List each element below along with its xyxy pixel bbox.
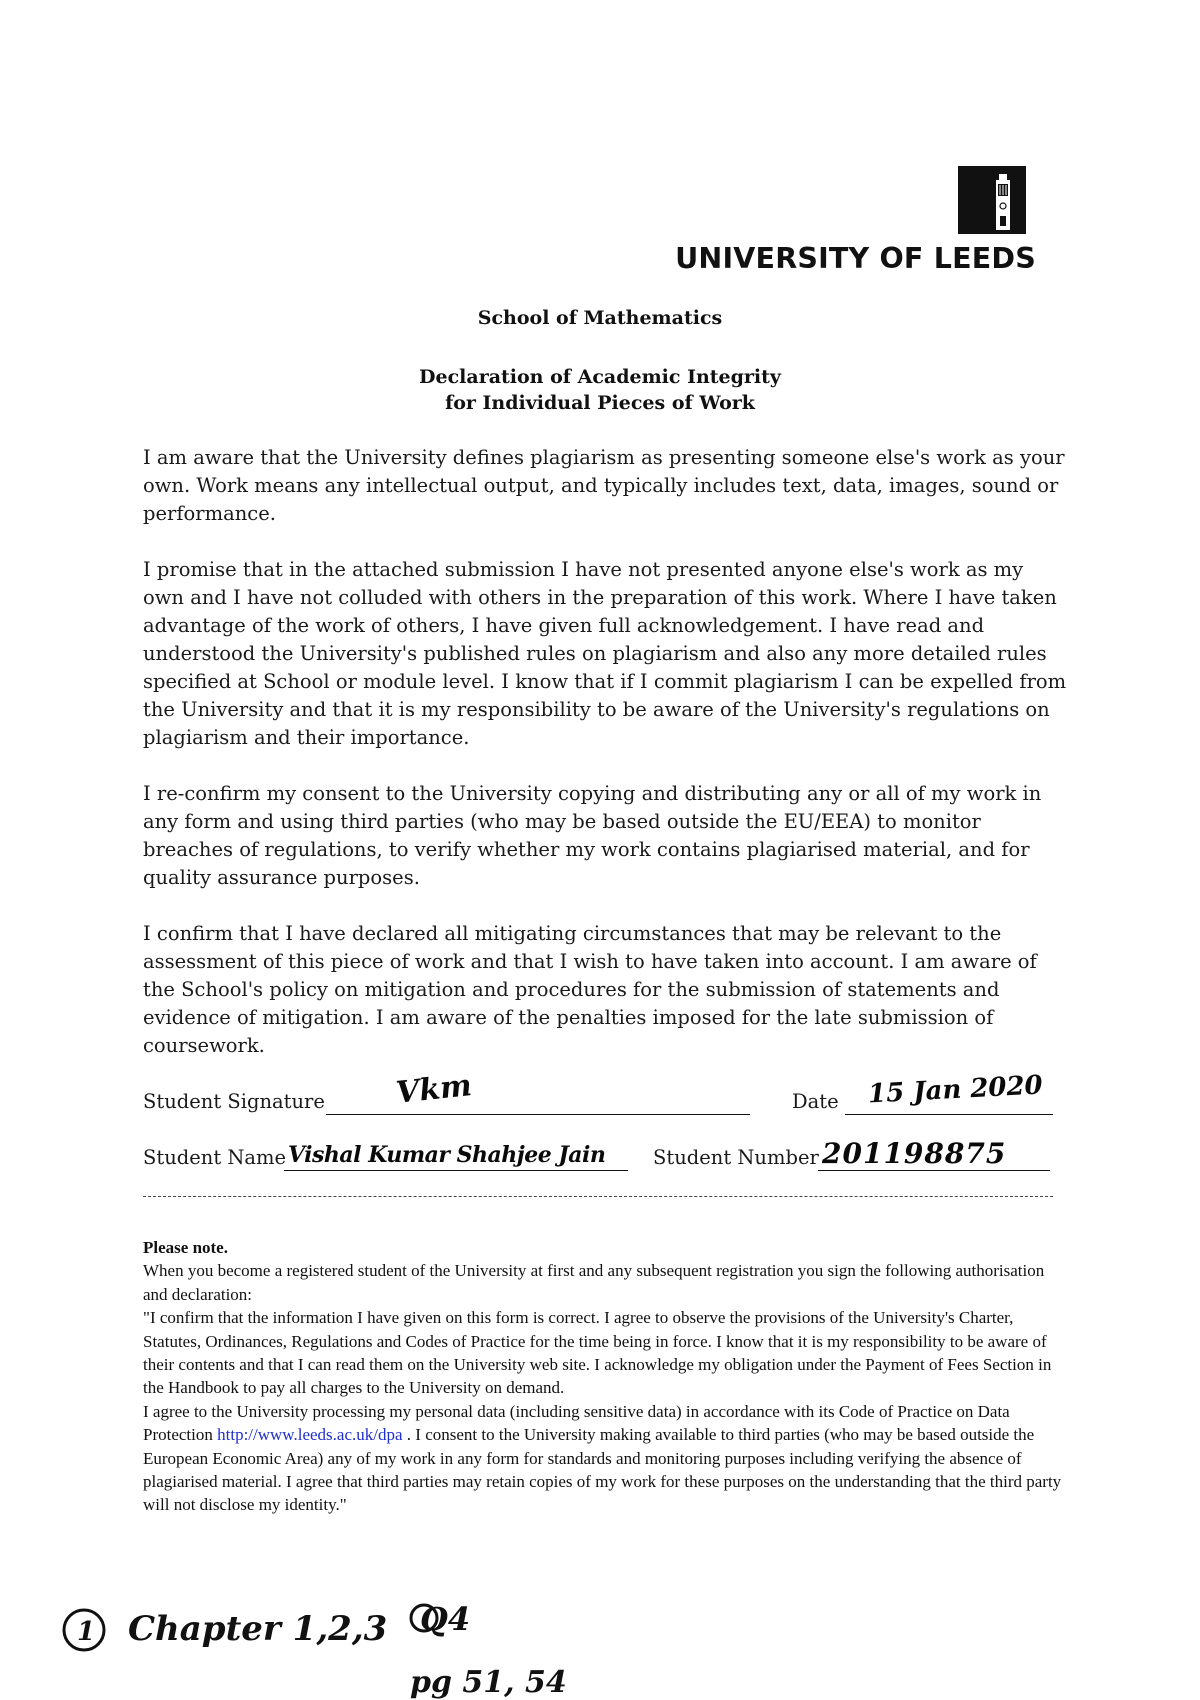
please-note-title: Please note. <box>143 1238 228 1257</box>
student-number-line <box>818 1170 1050 1171</box>
student-name-field[interactable]: Vishal Kumar Shahjee Jain <box>288 1142 606 1168</box>
signature-field[interactable]: Vkm <box>394 1068 474 1111</box>
quote-2-start: I agree to the University processing my personal data (including sensitive data) in accordance with its Code of Practice on Data Protection <box>143 1401 1010 1445</box>
declaration-title-line2: for Individual Pieces of Work <box>445 392 755 414</box>
student-name-line <box>284 1170 628 1171</box>
svg-text:1: 1 <box>77 1617 96 1647</box>
dashed-divider <box>143 1196 1053 1197</box>
quote-2-end: . I consent to the University making available to third parties (who may be based outside the European Economic Area) any of my work in any form for standards and monitoring purposes including verifying the absence of plagiarised material. I agree that third parties may retain copies of my work for these purposes on the understanding that the third party will not disclose my identity." <box>143 1425 1062 1515</box>
date-field[interactable]: 15 Jan 2020 <box>867 1070 1044 1110</box>
please-note-quote-2 <box>143 1400 1063 1517</box>
student-number-field[interactable]: 201198875 <box>822 1137 1007 1170</box>
please-note-quote-1: "I confirm that the information I have given on this form is correct. I agree to observe the provisions of the University's Charter, Statutes, Ordinances, Regulations and Codes of Practice for the time being in force. I know that it is my responsibility to be aware of their contents and that I can read them on the University web site. I acknowledge my obligation under the Payment of Fees Section in the Handbook to pay all charges to the University on demand. <box>143 1308 1052 1398</box>
paragraph-mitigation: I confirm that I have declared all mitigating circumstances that may be relevant to the assessment of this piece of work and that I wish to have taken into account. I am aware of the School's policy on mitigation and procedures for the submission of statements and evidence of mitigation. I am aware of the penalties imposed for the late submission of coursework. <box>143 922 1037 1057</box>
please-note-section <box>143 1236 1063 1517</box>
annotation-pages: pg 51, 54 <box>410 1665 567 1700</box>
declaration-title <box>0 364 1200 416</box>
annotation-question: Q4 <box>420 1600 471 1638</box>
paragraph-plagiarism-definition: I am aware that the University defines plagiarism as presenting someone else's work as your own. Work means any intellectual output, and typically includes text, data, images, sound or performance. <box>143 446 1065 525</box>
school-title: School of Mathematics <box>477 307 723 329</box>
student-number-label: Student Number <box>653 1146 819 1169</box>
signature-label: Student Signature <box>143 1090 325 1113</box>
date-line <box>845 1114 1053 1115</box>
please-note-intro: When you become a registered student of the University at first and any subsequent registration you sign the following authorisation and declaration: <box>143 1261 1045 1304</box>
paragraph-promise: I promise that in the attached submission I have not presented anyone else's work as my own and I have not colluded with others in the preparation of this work. Where I have taken advantage of the work of others, I have given full acknowledgement. I have read and understood the University's published rules on plagiarism and also any more detailed rules specified at School or module level. I know that if I commit plagiarism I can be expelled from the University and that it is my responsibility to be aware of the University's regulations on plagiarism and their importance. <box>143 558 1067 749</box>
student-name-label: Student Name <box>143 1146 287 1169</box>
data-protection-link[interactable]: http://www.leeds.ac.uk/dpa <box>217 1425 403 1445</box>
handwritten-annotation <box>50 1590 650 1700</box>
paragraph-consent: I re-confirm my consent to the University copying and distributing any or all of my work in any form and using third parties (who may be based outside the EU/EEA) to monitor breaches of regulations, to verify whether my work contains plagiarised material, and for quality assurance purposes. <box>143 782 1042 889</box>
university-wordmark: UNIVERSITY OF LEEDS <box>675 242 1036 275</box>
date-label: Date <box>792 1090 839 1113</box>
university-logo <box>656 160 1036 285</box>
tower-logo-icon <box>958 166 1026 234</box>
declaration-title-line1: Declaration of Academic Integrity <box>419 366 781 388</box>
annotation-chapters: Chapter 1,2,3 <box>128 1609 388 1649</box>
signature-line <box>326 1114 750 1115</box>
